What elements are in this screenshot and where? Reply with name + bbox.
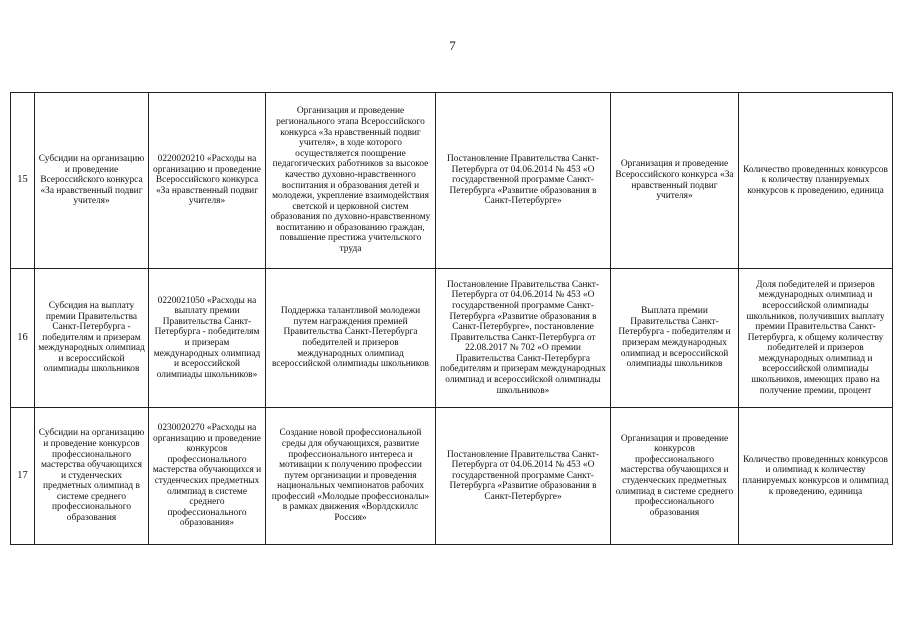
- indicator-cell: Доля победителей и призеров международных олимпиад и всероссийской олимпиады школьников, получивших выплату премии Правительства Санкт-Петербурга, к общему количеству победителей и призеров международных олимпиад и всероссийской олимпиады школьников, имеющих право на получение премии, процент: [739, 269, 893, 408]
- result-cell: Организация и проведение конкурсов профессионального мастерства обучающихся и студенческих предметных олимпиад в системе среднего профессионального образования: [611, 408, 739, 545]
- budget-code-cell: 0230020270 «Расходы на организацию и проведение конкурсов профессионального мастерства обучающихся и студенческих предметных олимпиад в системе среднего профессионального образования»: [149, 408, 266, 545]
- result-cell: Выплата премии Правительства Санкт-Петербурга - победителям и призерам международных олимпиад и всероссийской олимпиады школьников: [611, 269, 739, 408]
- indicator-cell: Количество проведенных конкурсов и олимпиад к количеству планируемых конкурсов и олимпиад к проведению, единица: [739, 408, 893, 545]
- row-number-cell: 15: [11, 93, 35, 269]
- subsidy-name-cell: Субсидии на организацию и проведение Всероссийского конкурса «За нравственный подвиг учителя»: [35, 93, 149, 269]
- result-cell: Организация и проведение Всероссийского конкурса «За нравственный подвиг учителя»: [611, 93, 739, 269]
- goal-cell: Организация и проведение регионального этапа Всероссийского конкурса «За нравственный подвиг учителя», в ходе которого осуществляется поощрение педагогических работников за высокое качество духовно-нравственного воспитания и образования детей и молодежи, укрепление взаимодействия светской и церковной систем образования по духовно-нравственному воспитанию и образованию граждан, повышение престижа учительского труда: [266, 93, 436, 269]
- legal-act-cell: Постановление Правительства Санкт-Петербурга от 04.06.2014 № 453 «О государственной программе Санкт-Петербурга «Развитие образования в Санкт-Петербурге», постановление Правительства Санкт-Петербурга от 22.08.2017 № 702 «О премии Правительства Санкт-Петербурга победителям и призерам международных олимпиад и всероссийской олимпиады школьников»: [436, 269, 611, 408]
- goal-cell: Поддержка талантливой молодежи путем награждения премией Правительства Санкт-Петербурга победителей и призеров международных олимпиад всероссийской олимпиады школьников: [266, 269, 436, 408]
- table-row: [11, 269, 893, 408]
- row-number-cell: 16: [11, 269, 35, 408]
- subsidy-table: [10, 92, 893, 545]
- table-row: [11, 408, 893, 545]
- budget-code-cell: 0220021050 «Расходы на выплату премии Правительства Санкт-Петербурга - победителям и призерам международных олимпиад и всероссийской олимпиады школьников»: [149, 269, 266, 408]
- legal-act-cell: Постановление Правительства Санкт-Петербурга от 04.06.2014 № 453 «О государственной программе Санкт-Петербурга «Развитие образования в Санкт-Петербурге»: [436, 93, 611, 269]
- legal-act-cell: Постановление Правительства Санкт-Петербурга от 04.06.2014 № 453 «О государственной программе Санкт-Петербурга «Развитие образования в Санкт-Петербурге»: [436, 408, 611, 545]
- budget-code-cell: 0220020210 «Расходы на организацию и проведение Всероссийского конкурса «За нравственный подвиг учителя»: [149, 93, 266, 269]
- table-row: [11, 93, 893, 269]
- page-number: 7: [449, 38, 456, 53]
- subsidy-name-cell: Субсидия на выплату премии Правительства Санкт-Петербурга - победителям и призерам международных олимпиад и всероссийской олимпиады школьников: [35, 269, 149, 408]
- goal-cell: Создание новой профессиональной среды для обучающихся, развитие профессионального интереса и мотивации к получению профессии путем организации и проведения национальных чемпионатов рабочих профессий «Молодые профессионалы» в рамках движения «Ворлдскиллс Россия»: [266, 408, 436, 545]
- subsidy-name-cell: Субсидии на организацию и проведение конкурсов профессионального мастерства обучающихся и студенческих предметных олимпиад в системе среднего профессионального образования: [35, 408, 149, 545]
- indicator-cell: Количество проведенных конкурсов к количеству планируемых конкурсов к проведению, единица: [739, 93, 893, 269]
- row-number-cell: 17: [11, 408, 35, 545]
